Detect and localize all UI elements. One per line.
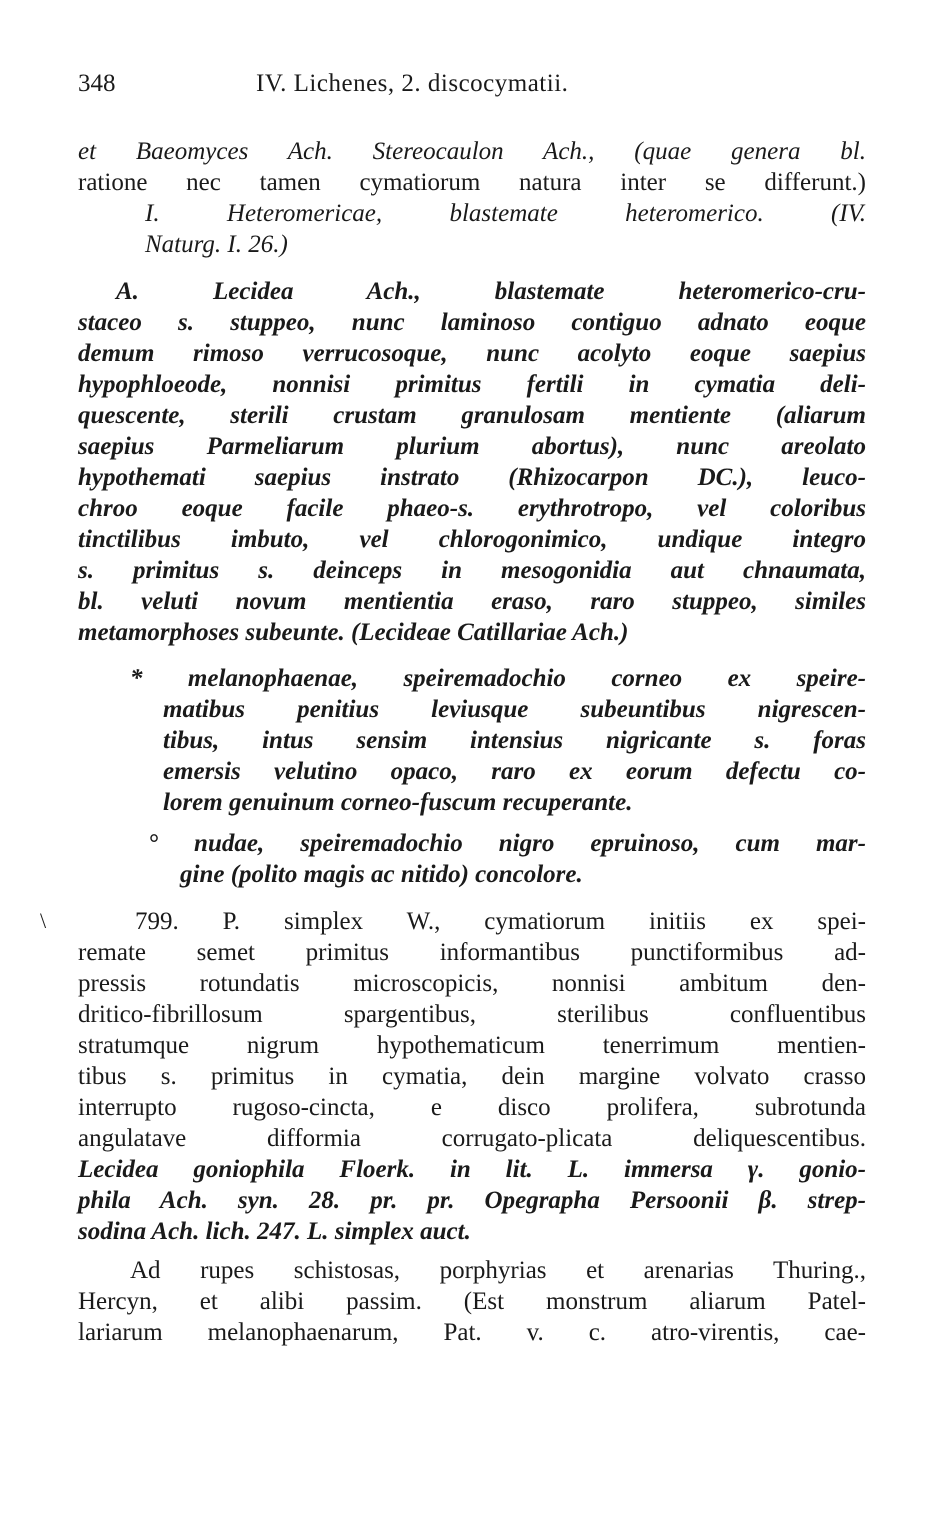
text-line: hypophloeode, nonnisi primitus fertili in cymatia deli- [78,371,866,398]
subgroup-line: ° nudae, speiremadochio nigro epruinoso, cum mar- [148,830,866,857]
text-line: tinctilibus imbuto, vel chlorogonimico, undique integro [78,526,866,553]
text-line: staceo s. stuppeo, nunc laminoso contiguo adnato eoque [78,309,866,336]
text-line: tibus s. primitus in cymatia, dein margine volvato crasso [78,1063,866,1090]
text-line: interrupto rugoso-cincta, e disco prolifera, subrotunda [78,1094,866,1121]
text-line: angulatave difformia corrugato-plicata deliquescentibus. [78,1125,866,1152]
text-line: emersis velutino opaco, raro ex eorum defectu co- [163,758,866,785]
text-line: dritico-fibrillosum spargentibus, sterilibus confluentibus [78,1001,866,1028]
section-heading: A. Lecidea Ach., blastemate heteromerico-cru- [116,278,866,305]
text-line: remate semet primitus informantibus punctiformibus ad- [78,939,866,966]
page-number: 348 [78,70,116,97]
text-line: et Baeomyces Ach. Stereocaulon Ach., (quae genera bl. [78,138,866,165]
text-line: quescente, sterili crustam granulosam mentiente (aliarum [78,402,866,429]
text-line: hypothemati saepius instrato (Rhizocarpon DC.), leuco- [78,464,866,491]
text-line: pressis rotundatis microscopicis, nonnisi ambitum den- [78,970,866,997]
running-title: IV. Lichenes, 2. discocymatii. [256,70,569,97]
text-line: matibus penitius leviusque subeuntibus nigrescen- [163,696,866,723]
text-line: stratumque nigrum hypothematicum tenerrimum mentien- [78,1032,866,1059]
subgroup-line: * melanophaenae, speiremadochio corneo ex speire- [130,665,866,692]
text-line: chroo eoque facile phaeo-s. erythrotropo, vel coloribus [78,495,866,522]
synonym-line: sodina Ach. lich. 247. L. simplex auct. [78,1218,471,1245]
text-line: I. Heteromericae, blastemate heteromerico. (IV. [145,200,866,227]
text-line: Hercyn, et alibi passim. (Est monstrum aliarum Patel- [78,1288,866,1315]
text-line: ratione nec tamen cymatiorum natura inter se differunt.) [78,169,866,196]
text-line: s. primitus s. deinceps in mesogonidia aut chnaumata, [78,557,866,584]
text-line: demum rimoso verrucosoque, nunc acolyto eoque saepius [78,340,866,367]
book-page: 348 IV. Lichenes, 2. discocymatii. et Baeomyces Ach. Stereocaulon Ach., (quae genera bl. ratione nec tamen cymatiorum natura inter se differunt.) I. Heteromericae, blastemate heteromerico. (IV. Naturg. I. 26.) A. Lecidea Ach., blastemate heteromerico-cru- staceo s. stuppeo, nunc laminoso contiguo adnato eoque demum rimoso verrucosoque, nunc acolyto eoque saepius hypophloeode, nonnisi primitus fertili in cymatia deli- quescente, sterili crustam granulosam mentiente (aliarum saepius Parmeliarum plurium abortus), nunc areolato hypothemati saepius instrato (Rhizocarpon DC.), leuco- chroo eoque facile phaeo-s. erythrotropo, vel coloribus tinctilibus imbuto, vel chlorogonimico, undique integro s. primitus s. deinceps in mesogonidia aut chnaumata, bl. veluti novum mentientia eraso, raro stuppeo, similes metamorphoses subeunte. (Lecideae Catillariae Ach.) * melanophaenae, speiremadochio corneo ex speire- matibus penitius leviusque subeuntibus nigrescen- tibus, intus sensim intensius nigricante s. foras emersis velutino opaco, raro ex eorum defectu co- lorem genuinum corneo-fuscum recuperante. ° nudae, speiremadochio nigro epruinoso, cum mar- gine (polito magis ac nitido) concolore. \ 799. P. simplex W., cymatiorum initiis ex spei- remate semet primitus informantibus punctiformibus ad- pressis rotundatis microscopicis, nonnisi ambitum den- dritico-fibrillosum spargentibus, sterilibus confluentibus stratumque nigrum hypothematicum tenerrimum mentien- tibus s. primitus in cymatia, dein margine volvato crasso interrupto rugoso-cincta, e disco prolifera, subrotunda angulatave difformia corrugato-plicata deliquescentibus. Lecidea goniophila Floerk. in lit. L. immersa γ. gonio- phila Ach. syn. 28. pr. pr. Opegrapha Persoonii β. strep- sodina Ach. lich. 247. L. simplex auct. Ad rupes schistosas, porphyrias et arenarias Thuring., Hercyn, et alibi passim. (Est monstrum aliarum Patel- lariarum melanophaenarum, Pat. v. c. atro-virentis, cae- [0,0,930,1525]
text-line: metamorphoses subeunte. (Lecideae Catillariae Ach.) [78,619,629,646]
text-line: saepius Parmeliarum plurium abortus), nunc areolato [78,433,866,460]
text-line: tibus, intus sensim intensius nigricante s. foras [163,727,866,754]
text-line: bl. veluti novum mentientia eraso, raro stuppeo, similes [78,588,866,615]
habitat-line: Ad rupes schistosas, porphyrias et arenarias Thuring., [130,1257,866,1284]
text-line: Naturg. I. 26.) [145,231,288,258]
text-line: gine (polito magis ac nitido) concolore. [180,861,583,888]
species-heading: 799. P. simplex W., cymatiorum initiis ex spei- [135,908,866,935]
text-line: lariarum melanophaenarum, Pat. v. c. atro-virentis, cae- [78,1319,866,1346]
synonym-line: Lecidea goniophila Floerk. in lit. L. immersa γ. gonio- [78,1156,866,1183]
text-line: lorem genuinum corneo-fuscum recuperante. [163,789,633,816]
page-header [78,62,878,102]
synonym-line: phila Ach. syn. 28. pr. pr. Opegrapha Persoonii β. strep- [78,1187,866,1214]
